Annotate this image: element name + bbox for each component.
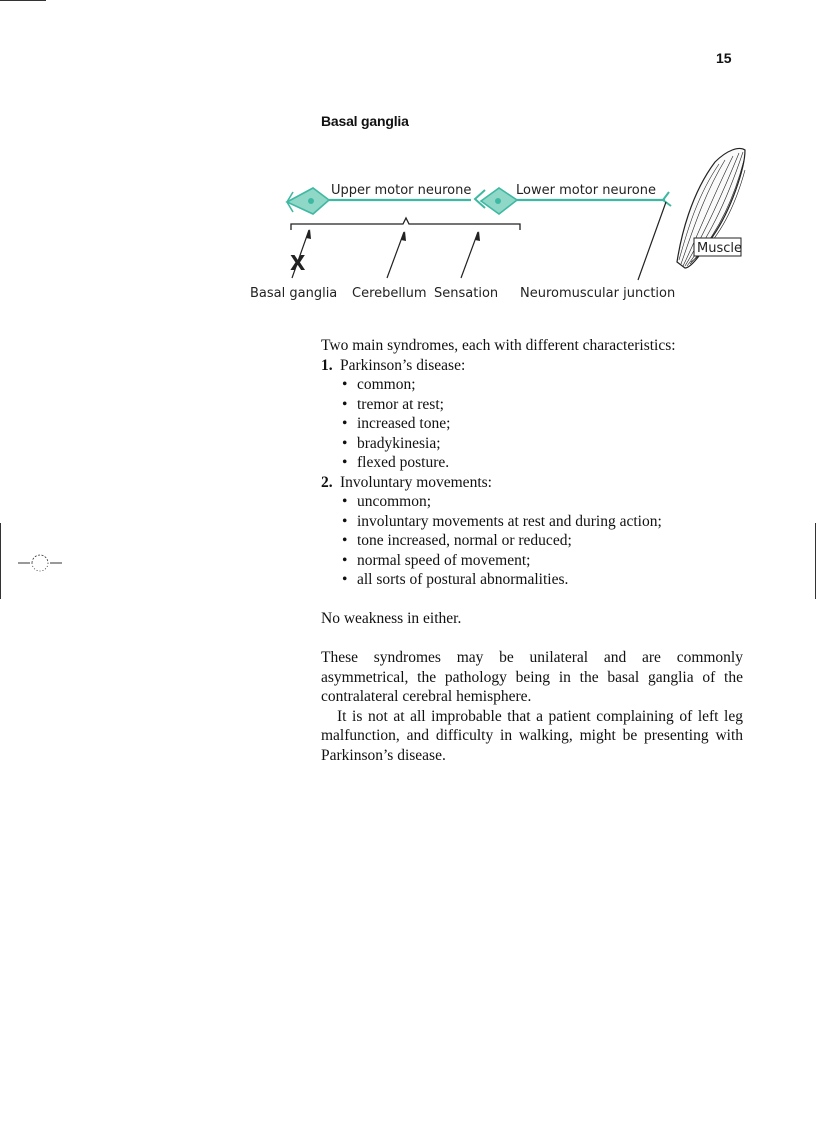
no-weakness-note: No weakness in either. xyxy=(321,610,462,627)
cerebellum-pointer xyxy=(387,232,404,278)
syndrome-2-list xyxy=(321,492,743,590)
syndrome-1-list xyxy=(321,375,743,473)
list-item: • tremor at rest; xyxy=(321,395,743,415)
paragraph-laterality: These syndromes may be unilateral and are commonly asymmetrical, the pathology being in the basal ganglia of the contralateral cerebral hemisphere. xyxy=(321,649,743,705)
syndrome-2-title: Involuntary movements: xyxy=(340,473,492,491)
basal-ganglia-label: Basal ganglia xyxy=(250,286,338,301)
lower-neurone-cell-icon xyxy=(481,188,517,214)
influence-brace xyxy=(291,218,520,230)
sensation-pointer xyxy=(461,232,478,278)
upper-neurone-cell-icon xyxy=(287,188,329,214)
paragraph-clinical-note: It is not at all improbable that a patient complaining of left leg malfunction, and difficulty in walking, might be presenting with Parkinson’s disease. xyxy=(321,707,743,764)
lower-motor-neurone-label: Lower motor neurone xyxy=(516,183,656,198)
list-item: • tone increased, normal or reduced; xyxy=(321,531,743,551)
neuromuscular-pointer xyxy=(638,202,666,280)
sensation-label: Sensation xyxy=(434,286,499,301)
syndrome-1-number: 1. xyxy=(321,356,333,374)
page-number: 15 xyxy=(716,50,732,66)
list-item: • flexed posture. xyxy=(321,453,743,473)
syndrome-2-heading xyxy=(321,473,743,493)
list-item: • increased tone; xyxy=(321,414,743,434)
syndrome-2-number: 2. xyxy=(321,473,333,491)
crop-mark-left xyxy=(0,523,1,599)
upper-motor-neurone-label: Upper motor neurone xyxy=(331,183,472,198)
lesion-x-mark: X xyxy=(290,251,306,275)
intro-sentence: Two main syndromes, each with different characteristics: xyxy=(321,337,676,354)
motor-pathway-diagram xyxy=(245,140,755,310)
section-heading: Basal ganglia xyxy=(321,113,409,129)
registration-mark xyxy=(16,550,64,576)
syndrome-1-title: Parkinson’s disease: xyxy=(340,356,466,374)
neuromuscular-junction-label: Neuromuscular junction xyxy=(520,286,676,301)
syndrome-1-heading xyxy=(321,356,743,376)
crop-mark-top xyxy=(0,0,46,1)
list-item: • all sorts of postural abnormalities. xyxy=(321,570,743,590)
list-item: • common; xyxy=(321,375,743,395)
neuromuscular-terminal-icon xyxy=(663,192,671,206)
list-item: • uncommon; xyxy=(321,492,743,512)
cerebellum-label: Cerebellum xyxy=(352,286,427,301)
body-text xyxy=(321,336,743,765)
list-item: • normal speed of movement; xyxy=(321,551,743,571)
list-item: • bradykinesia; xyxy=(321,434,743,454)
muscle-label: Muscle xyxy=(697,241,742,256)
list-item: • involuntary movements at rest and during action; xyxy=(321,512,743,532)
